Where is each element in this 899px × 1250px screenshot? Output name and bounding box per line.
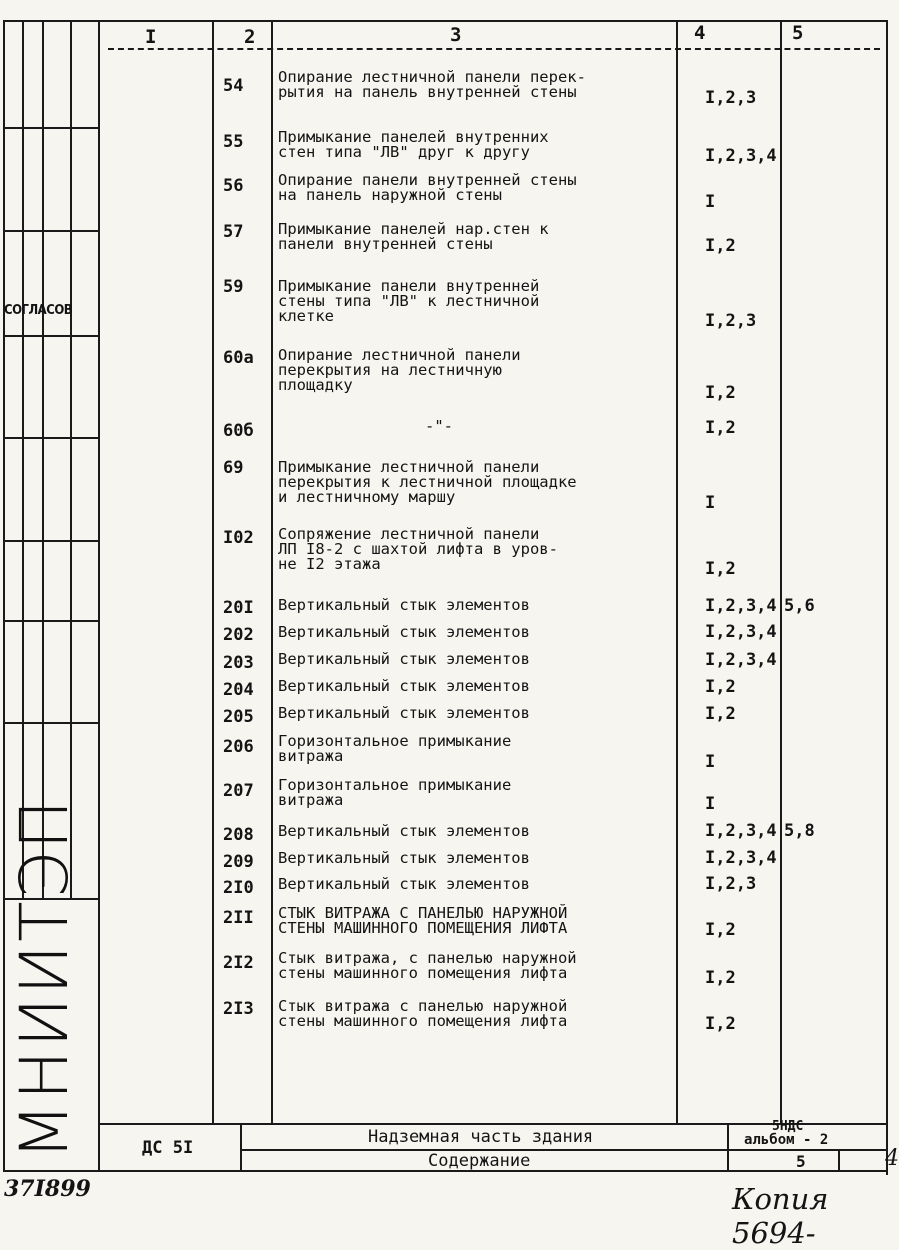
row-ref: I,2	[705, 236, 736, 256]
row-text-line: Вертикальный стык элементов	[278, 822, 530, 840]
row-number: 208	[223, 825, 254, 845]
row-text-line: Вертикальный стык элементов	[278, 596, 530, 614]
row-number: 206	[223, 737, 254, 757]
row-number: 54	[223, 76, 244, 96]
row-number: 2II	[223, 908, 254, 928]
row-text-line: Опирание лестничной панели	[278, 346, 521, 364]
row-text-line: на панель наружной стены	[278, 186, 502, 204]
row-text-line: Вертикальный стык элементов	[278, 704, 530, 722]
row-ref: I,2,3	[705, 874, 757, 894]
side-inventory-number: 37I899	[4, 1176, 91, 1202]
row-text-line: -"-	[425, 417, 453, 435]
row-text-line: Вертикальный стык элементов	[278, 875, 530, 893]
row-number: 204	[223, 680, 254, 700]
row-number: 59	[223, 277, 244, 297]
row-text-line: СТЫК ВИТРАЖА С ПАНЕЛЬЮ НАРУЖНОЙ	[278, 904, 568, 922]
stamp-sheet-divider	[838, 1149, 840, 1171]
row-ref: I,2,3	[705, 88, 757, 108]
side-agreed-label: СОГЛАСОВ	[4, 303, 73, 318]
row-text-line: Примыкание лестничной панели	[278, 458, 540, 476]
row-number: 57	[223, 222, 244, 242]
row-ref: I,2	[705, 383, 736, 403]
side-row-line	[3, 335, 99, 337]
row-text-line: ЛП I8-2 с шахтой лифта в уров-	[278, 540, 558, 558]
row-number: I02	[223, 528, 254, 548]
stamp-code-divider	[240, 1123, 242, 1171]
row-text-line: стены типа "ЛВ" к лестничной	[278, 292, 540, 310]
row-ref: I,2	[705, 968, 736, 988]
row-text-line: Вертикальный стык элементов	[278, 677, 530, 695]
row-number: 55	[223, 132, 244, 152]
row-number: 203	[223, 653, 254, 673]
row-number: 20I	[223, 598, 254, 618]
row-ref: I	[705, 192, 716, 212]
side-row-line	[3, 127, 99, 129]
header-col-2: 2	[244, 26, 256, 48]
row-text-line: и лестничному маршу	[278, 488, 456, 506]
side-row-line	[3, 722, 99, 724]
row-ref: I,2,3,4	[705, 848, 777, 868]
row-text-line: Стык витража с панелью наружной	[278, 997, 568, 1015]
side-col-line-2	[42, 20, 44, 900]
side-row-line	[3, 230, 99, 232]
stamp-album-code: 5НДС	[772, 1119, 804, 1134]
row-text-line: стен типа "ЛВ" друг к другу	[278, 143, 530, 161]
row-number: 205	[223, 707, 254, 727]
header-underline	[108, 48, 880, 50]
row-ref-col5: 5,8	[784, 821, 815, 841]
row-ref: I,2	[705, 559, 736, 579]
stamp-edge-number: 4	[885, 1146, 899, 1171]
row-number: 69	[223, 458, 244, 478]
row-text-line: Примыкание панелей нар.стен к	[278, 220, 549, 238]
row-number: 2I2	[223, 953, 254, 973]
row-text-line: Опирание панели внутренней стены	[278, 171, 577, 189]
row-ref: I,2,3,4	[705, 622, 777, 642]
col-line-3-4	[676, 20, 678, 1125]
frame-left-line	[3, 20, 5, 1172]
row-text-line: не I2 этажа	[278, 555, 381, 573]
row-ref: I,2,3	[705, 311, 757, 331]
header-col-1: I	[145, 26, 157, 48]
side-row-line	[3, 437, 99, 439]
row-text-line: рытия на панель внутренней стены	[278, 83, 577, 101]
row-text-line: перекрытия к лестничной площадке	[278, 473, 577, 491]
row-text-line: Вертикальный стык элементов	[278, 849, 530, 867]
row-number: 209	[223, 852, 254, 872]
row-ref: I,2	[705, 677, 736, 697]
row-text-line: площадку	[278, 376, 353, 394]
side-org-label: МНИИТЭП	[6, 796, 83, 1160]
row-text-line: Стык витража, с панелью наружной	[278, 949, 577, 967]
row-ref: I	[705, 493, 716, 513]
stamp-sheet-number: 5	[796, 1152, 806, 1171]
row-text-line: СТЕНЫ МАШИННОГО ПОМЕЩЕНИЯ ЛИФТА	[278, 919, 568, 937]
stamp-code: ДС 5I	[142, 1138, 194, 1158]
row-ref: I,2,3,4	[705, 821, 777, 841]
row-text-line: стены машинного помещения лифта	[278, 964, 568, 982]
stamp-top-line	[98, 1123, 888, 1125]
row-text-line: витража	[278, 791, 344, 809]
row-number: 56	[223, 176, 244, 196]
row-ref-col5: 5,6	[784, 596, 815, 616]
frame-right-line	[886, 20, 888, 1175]
row-ref: I,2,3,4	[705, 650, 777, 670]
row-ref: I,2,3,4	[705, 146, 777, 166]
row-text-line: клетке	[278, 307, 334, 325]
col-line-1-2	[212, 20, 214, 1125]
side-col-line-1	[22, 20, 24, 900]
row-text-line: стены машинного помещения лифта	[278, 1012, 568, 1030]
header-col-4: 4	[694, 22, 706, 44]
side-row-line	[3, 620, 99, 622]
row-text-line: перекрытия на лестничную	[278, 361, 502, 379]
row-number: 207	[223, 781, 254, 801]
stamp-title: Надземная часть здания	[368, 1127, 594, 1147]
stamp-album-divider	[727, 1123, 729, 1171]
side-col-line-3	[70, 20, 72, 900]
row-text-line: витража	[278, 747, 344, 765]
row-number: 2I0	[223, 878, 254, 898]
stamp-album-number: альбом - 2	[744, 1132, 829, 1148]
row-number: 202	[223, 625, 254, 645]
header-col-5: 5	[792, 22, 804, 44]
col-line-2-3	[271, 20, 273, 1125]
row-ref: I,2	[705, 920, 736, 940]
stamp-subtitle: Содержание	[428, 1151, 531, 1171]
row-ref: I,2	[705, 1014, 736, 1034]
row-text-line: Вертикальный стык элементов	[278, 623, 530, 641]
header-col-3: 3	[450, 24, 462, 46]
row-ref: I,2,3,4	[705, 596, 777, 616]
row-text-line: Горизонтальное примыкание	[278, 732, 512, 750]
row-text-line: Примыкание панелей внутренних	[278, 128, 549, 146]
side-row-line	[3, 540, 99, 542]
row-ref: I,2	[705, 418, 736, 438]
frame-top-line	[3, 20, 888, 22]
frame-left-margin-line	[98, 20, 100, 1172]
row-text-line: Примыкание панели внутренней	[278, 277, 540, 295]
row-number: 60б	[223, 421, 254, 441]
row-ref: I	[705, 752, 716, 772]
row-number: 60а	[223, 348, 254, 368]
row-text-line: Опирание лестничной панели перек-	[278, 68, 586, 86]
row-number: 2I3	[223, 999, 254, 1019]
footer-copy-number: Копия 5694-	[732, 1182, 829, 1250]
row-ref: I	[705, 794, 716, 814]
row-text-line: Вертикальный стык элементов	[278, 650, 530, 668]
row-text-line: Горизонтальное примыкание	[278, 776, 512, 794]
row-text-line: Сопряжение лестничной панели	[278, 525, 540, 543]
row-ref: I,2	[705, 704, 736, 724]
stamp-mid-line	[240, 1149, 888, 1151]
col-line-4-5	[780, 20, 782, 1125]
row-text-line: панели внутренней стены	[278, 235, 493, 253]
